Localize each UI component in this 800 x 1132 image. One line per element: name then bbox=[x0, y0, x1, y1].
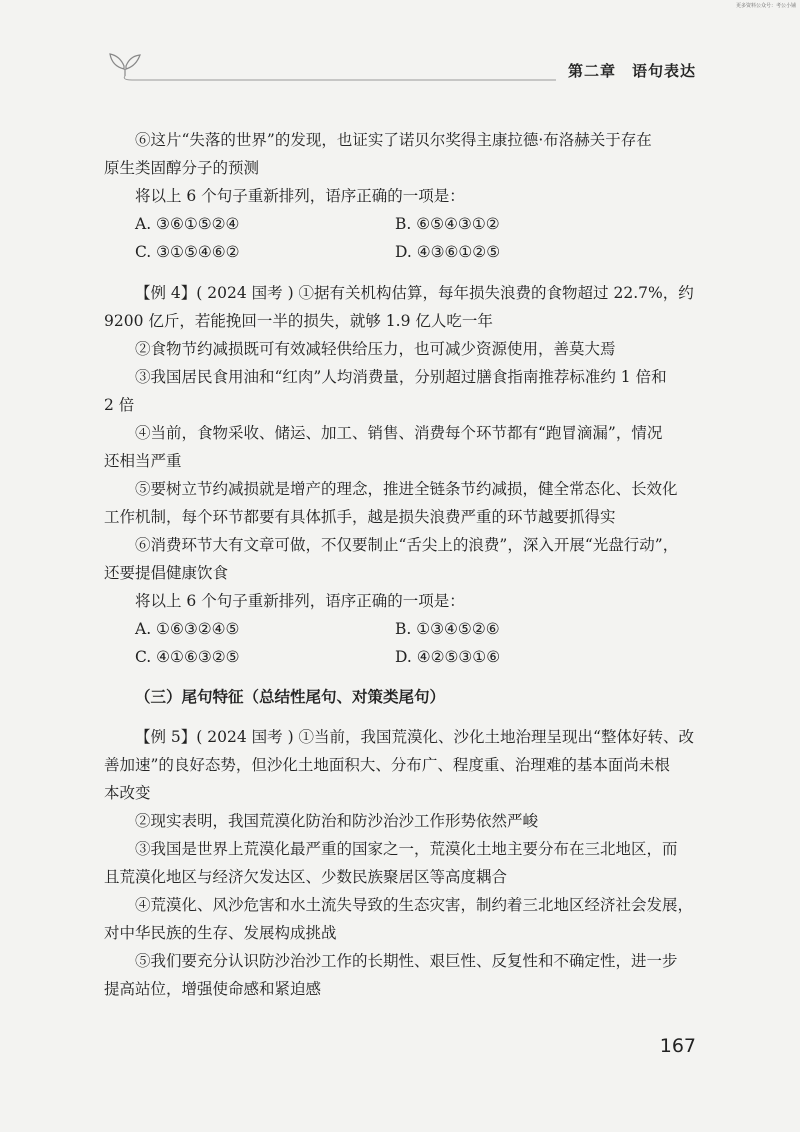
example4-option-d: D. ④②⑤③①⑥ bbox=[395, 648, 501, 666]
section-heading: （三）尾句特征（总结性尾句、对策类尾句） bbox=[135, 688, 446, 706]
example4-s6-line2: 还要提倡健康饮食 bbox=[104, 564, 229, 582]
block1-sentence6-line1: ⑥这片“失落的世界”的发现，也证实了诺贝尔奖得主康拉德·布洛赫关于存在 bbox=[135, 131, 652, 149]
example4-s1-line2: 9200 亿斤，若能挽回一半的损失，就够 1.9 亿人吃一年 bbox=[104, 312, 493, 330]
example4-instruction: 将以上 6 个句子重新排列，语序正确的一项是： bbox=[135, 592, 465, 610]
example5-s2: ②现实表明，我国荒漠化防治和防沙治沙工作形势依然严峻 bbox=[135, 812, 539, 830]
example5-s1-line3: 本改变 bbox=[104, 784, 151, 802]
block1-option-b: B. ⑥⑤④③①② bbox=[395, 215, 500, 233]
block1-option-c: C. ③①⑤④⑥② bbox=[135, 243, 240, 261]
block1-sentence6-line2: 原生类固醇分子的预测 bbox=[104, 159, 260, 177]
example5-s3-line2: 且荒漠化地区与经济欠发达区、少数民族聚居区等高度耦合 bbox=[104, 868, 508, 886]
example4-options-row1 bbox=[135, 615, 696, 643]
page-content bbox=[104, 126, 696, 1003]
example4-s3-line1: ③我国居民食用油和“红肉”人均消费量，分别超过膳食指南推荐标准约 1 倍和 bbox=[135, 368, 667, 386]
example4-option-c: C. ④①⑥③②⑤ bbox=[135, 648, 240, 666]
example4-s5-line1: ⑤要树立节约减损就是增产的理念，推进全链条节约减损，健全常态化、长效化 bbox=[135, 480, 678, 498]
block1-instruction: 将以上 6 个句子重新排列，语序正确的一项是： bbox=[135, 187, 465, 205]
block1-option-a: A. ③⑥①⑤②④ bbox=[135, 215, 240, 233]
corner-note: 更多资料公众号：考公小铺 bbox=[735, 3, 796, 9]
block1-option-d: D. ④③⑥①②⑤ bbox=[395, 243, 501, 261]
example4-option-a: A. ①⑥③②④⑤ bbox=[135, 620, 240, 638]
example4-s1-line1: 【例 4】( 2024 国考 ) ①据有关机构估算，每年损失浪费的食物超过 22.7%，约 bbox=[135, 284, 694, 302]
example4-s6-line1: ⑥消费环节大有文章可做，不仅要制止“舌尖上的浪费”，深入开展“光盘行动”， bbox=[135, 536, 679, 554]
example5-s1-line2: 善加速”的良好态势，但沙化土地面积大、分布广、程度重、治理难的基本面尚未根 bbox=[104, 756, 670, 774]
example5-s4-line2: 对中华民族的生存、发展构成挑战 bbox=[104, 924, 337, 942]
example4-options-row2 bbox=[135, 643, 696, 671]
chapter-title: 第二章 语句表达 bbox=[567, 62, 696, 80]
example5-s4-line1: ④荒漠化、风沙危害和水土流失导致的生态灾害，制约着三北地区经济社会发展， bbox=[135, 896, 694, 914]
page-header bbox=[0, 36, 800, 86]
example5-s5-line2: 提高站位，增强使命感和紧迫感 bbox=[104, 980, 322, 998]
page-number: 167 bbox=[659, 1035, 696, 1057]
example4-s3-line2: 2 倍 bbox=[104, 396, 135, 414]
example4-s4-line1: ④当前，食物采收、储运、加工、销售、消费每个环节都有“跑冒滴漏”，情况 bbox=[135, 424, 663, 442]
example5-s3-line1: ③我国是世界上荒漠化最严重的国家之一，荒漠化土地主要分布在三北地区，而 bbox=[135, 840, 678, 858]
example4-s2: ②食物节约减损既可有效减轻供给压力，也可减少资源使用，善莫大焉 bbox=[135, 340, 616, 358]
example4-s5-line2: 工作机制，每个环节都要有具体抓手，越是损失浪费严重的环节越要抓得实 bbox=[104, 508, 616, 526]
example5-s1-line1: 【例 5】( 2024 国考 ) ①当前，我国荒漠化、沙化土地治理呈现出“整体好转、改 bbox=[135, 728, 694, 746]
block1-options-row1 bbox=[135, 210, 696, 238]
sprout-icon bbox=[110, 54, 140, 76]
example4-option-b: B. ①③④⑤②⑥ bbox=[395, 620, 500, 638]
block1-options-row2 bbox=[135, 238, 696, 266]
example4-s4-line2: 还相当严重 bbox=[104, 452, 182, 470]
example5-s5-line1: ⑤我们要充分认识防沙治沙工作的长期性、艰巨性、反复性和不确定性，进一步 bbox=[135, 952, 678, 970]
